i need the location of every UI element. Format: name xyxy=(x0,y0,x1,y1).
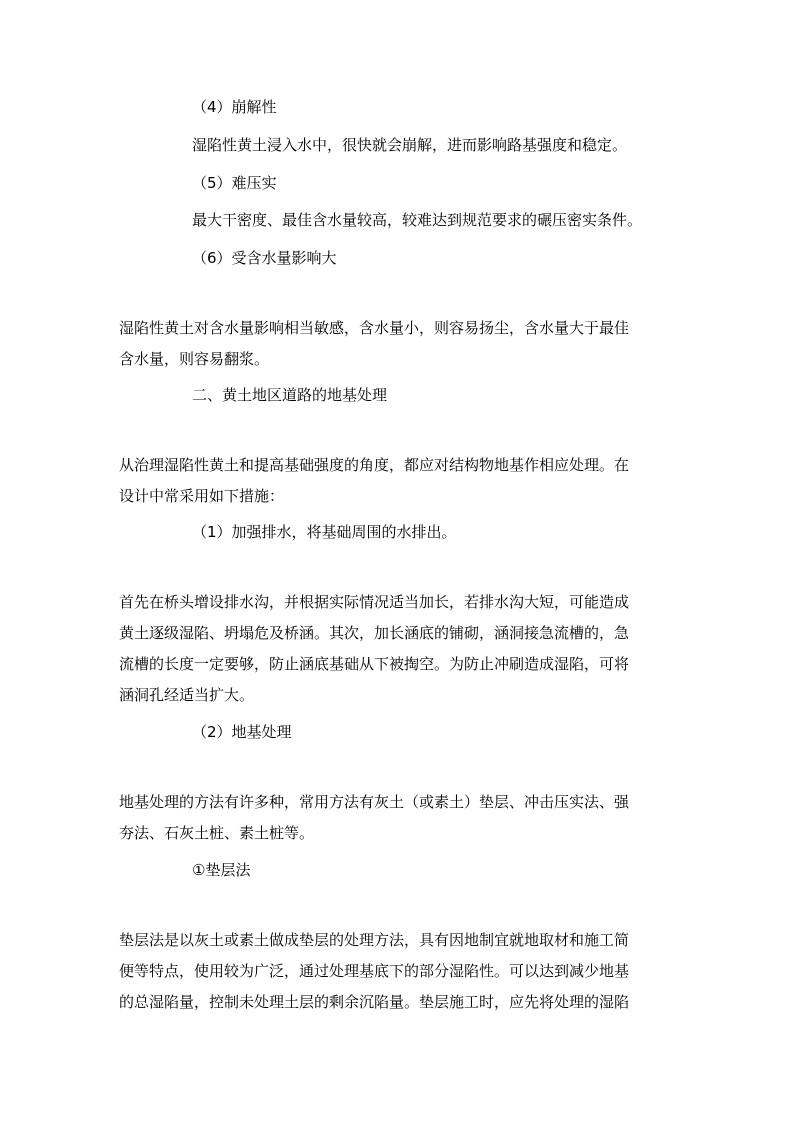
paragraph-treatment-methods xyxy=(119,787,679,849)
subheading-foundation-treatment: （2）地基处理 xyxy=(192,723,292,741)
subheading-drainage: （1）加强排水，将基础周围的水排出。 xyxy=(192,523,457,541)
subheading-cushion-method: ①垫层法 xyxy=(192,861,251,879)
paragraph-collapsibility: 湿陷性黄土浸入水中，很快就会崩解，进而影响路基强度和稳定。 xyxy=(192,136,628,154)
paragraph-line: 涵洞孔经适当扩大。 xyxy=(119,686,255,704)
subheading-moisture-influence: （6）受含水量影响大 xyxy=(192,249,337,267)
paragraph-line: 的总湿陷量，控制未处理土层的剩余沉陷量。垫层施工时，应先将处理的湿陷 xyxy=(119,993,630,1011)
paragraph-moisture-influence xyxy=(119,313,679,375)
paragraph-cushion-method xyxy=(119,925,679,1018)
paragraph-line: 从治理湿陷性黄土和提高基础强度的角度，都应对结构物地基作相应处理。在 xyxy=(119,456,630,474)
paragraph-line: 夯法、石灰土桩、素土桩等。 xyxy=(119,824,315,842)
paragraph-line: 湿陷性黄土对含水量影响相当敏感，含水量小，则容易扬尘，含水量大于最佳 xyxy=(119,319,630,337)
paragraph-line: 地基处理的方法有许多种，常用方法有灰土（或素土）垫层、冲击压实法、强 xyxy=(119,793,630,811)
paragraph-line: 流槽的长度一定要够，防止涵底基础从下被掏空。为防止冲刷造成湿陷，可将 xyxy=(119,655,630,673)
subheading-collapsibility: （4）崩解性 xyxy=(192,98,277,116)
paragraph-line: 设计中常采用如下措施： xyxy=(119,487,285,505)
paragraph-line: 便等特点，使用较为广泛，通过处理基底下的部分湿陷性。可以达到减少地基 xyxy=(119,962,630,980)
paragraph-line: 首先在桥头增设排水沟，并根据实际情况适当加长，若排水沟大短，可能造成 xyxy=(119,593,630,611)
paragraph-line: 垫层法是以灰土或素土做成垫层的处理方法，具有因地制宜就地取材和施工简 xyxy=(119,931,630,949)
paragraph-intro xyxy=(119,450,679,512)
paragraph-drainage xyxy=(119,587,679,711)
paragraph-hard-compaction: 最大干密度、最佳含水量较高，较难达到规范要求的碾压密实条件。 xyxy=(192,211,643,229)
section-heading-foundation-treatment: 二、黄土地区道路的地基处理 xyxy=(192,386,388,404)
paragraph-line: 含水量，则容易翻浆。 xyxy=(119,350,270,368)
paragraph-line: 黄土逐级湿陷、坍塌危及桥涵。其次，加长涵底的铺砌，涵洞接急流槽的，急 xyxy=(119,624,630,642)
subheading-hard-compaction: （5）难压实 xyxy=(192,174,277,192)
